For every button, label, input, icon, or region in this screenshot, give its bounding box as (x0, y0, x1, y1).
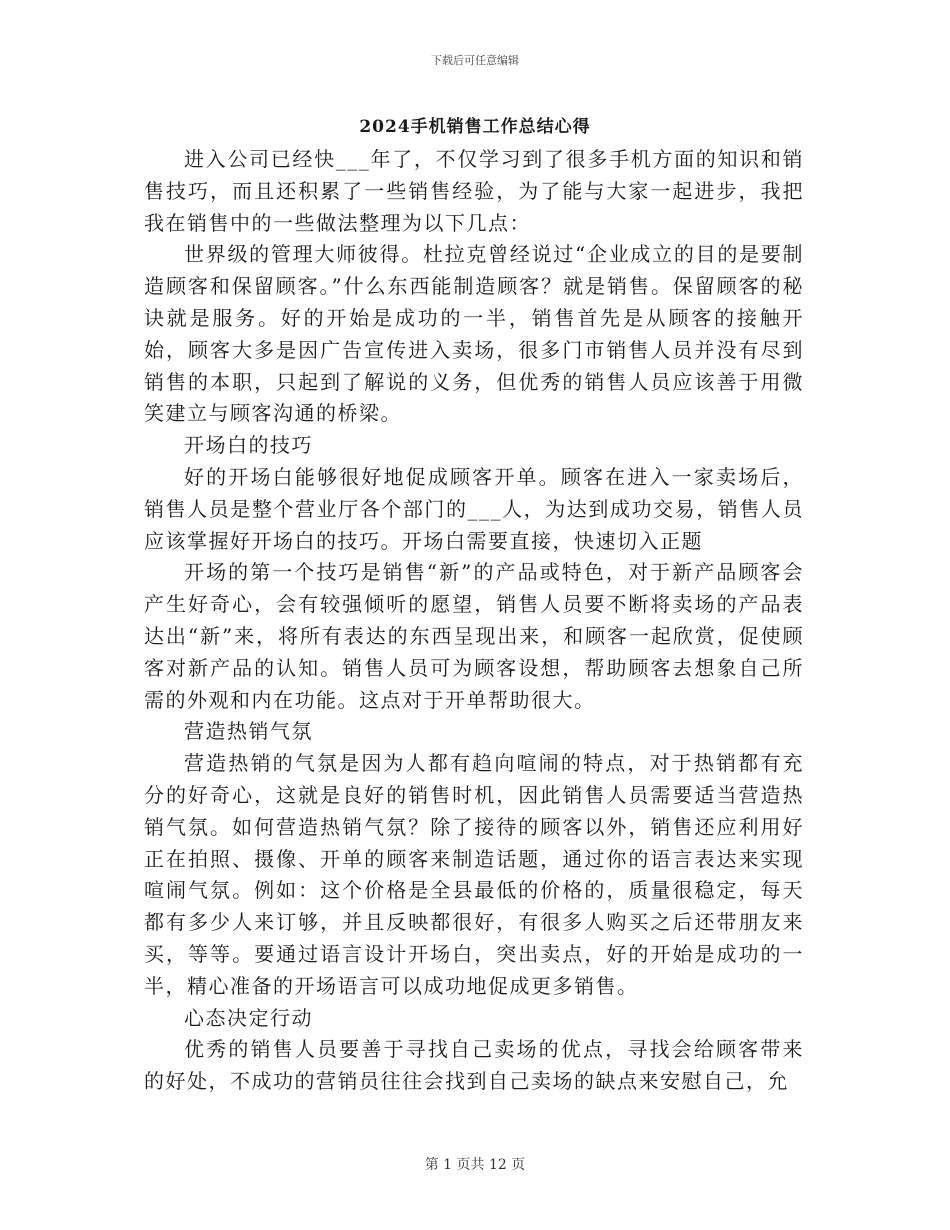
paragraph-atmosphere: 营造热销的气氛是因为人都有趋向喧闹的特点，对于热销都有充分的好奇心，这就是良好的销售时机，因此销售人员需要适当营造热销气氛。如何营造热销气氛？除了接待的顾客以外，销售还应利用好正在拍照、摄像、开单的顾客来制造话题，通过你的语言表达来实现喧闹气氛。例如：这个价格是全县最低的价格的，质量很稳定，每天都有多少人来订够，并且反映都很好，有很多人购买之后还带朋友来买，等等。要通过语言设计开场白，突出卖点，好的开始是成功的一半，精心准备的开场语言可以成功地促成更多销售。 (144, 751, 804, 998)
page-header-note: 下载后可任意编辑 (431, 54, 519, 67)
section-heading-opening: 开场白的技巧 (184, 433, 313, 458)
paragraph-drucker-quote: 世界级的管理大师彼得。杜拉克曾经说过“企业成立的目的是要制造顾客和保留顾客。”什么东西能制造顾客？就是销售。保留顾客的秘诀就是服务。好的开始是成功的一半，销售首先是从顾客的接触开始，顾客大多是因广告宣传进入卖场，很多门市销售人员并没有尽到销售的本职，只起到了解说的义务，但优秀的销售人员应该善于用微笑建立与顾客沟通的桥梁。 (144, 242, 804, 426)
paragraph-opening-1: 好的开场白能够很好地促成顾客开单。顾客在进入一家卖场后，销售人员是整个营业厅各个部门的___人，为达到成功交易，销售人员应该掌握好开场白的技巧。开场白需要直接，快速切入正题 (144, 464, 804, 553)
section-heading-mindset: 心态决定行动 (184, 1005, 313, 1030)
paragraph-opening-2: 开场的第一个技巧是销售“新”的产品或特色，对于新产品顾客会产生好奇心，会有较强倾听的愿望，销售人员要不断将卖场的产品表达出“新”来，将所有表达的东西呈现出来，和顾客一起欣赏，促使顾客对新产品的认知。销售人员可为顾客设想，帮助顾客去想象自己所需的外观和内在功能。这点对于开单帮助很大。 (144, 560, 804, 712)
page-title: 2024手机销售工作总结心得 (359, 117, 591, 137)
paragraph-mindset: 优秀的销售人员要善于寻找自己卖场的优点，寻找会给顾客带来的好处，不成功的营销员往往会找到自己卖场的缺点来安慰自己，允 (144, 1037, 804, 1094)
page-footer-number: 第 1 页共 12 页 (424, 1157, 526, 1173)
section-heading-atmosphere: 营造热销气氛 (184, 719, 313, 744)
paragraph-intro: 进入公司已经快___年了，不仅学习到了很多手机方面的知识和销售技巧，而且还积累了一些销售经验，为了能与大家一起进步，我把我在销售中的一些做法整理为以下几点： (144, 147, 804, 235)
document-body (144, 144, 804, 1098)
